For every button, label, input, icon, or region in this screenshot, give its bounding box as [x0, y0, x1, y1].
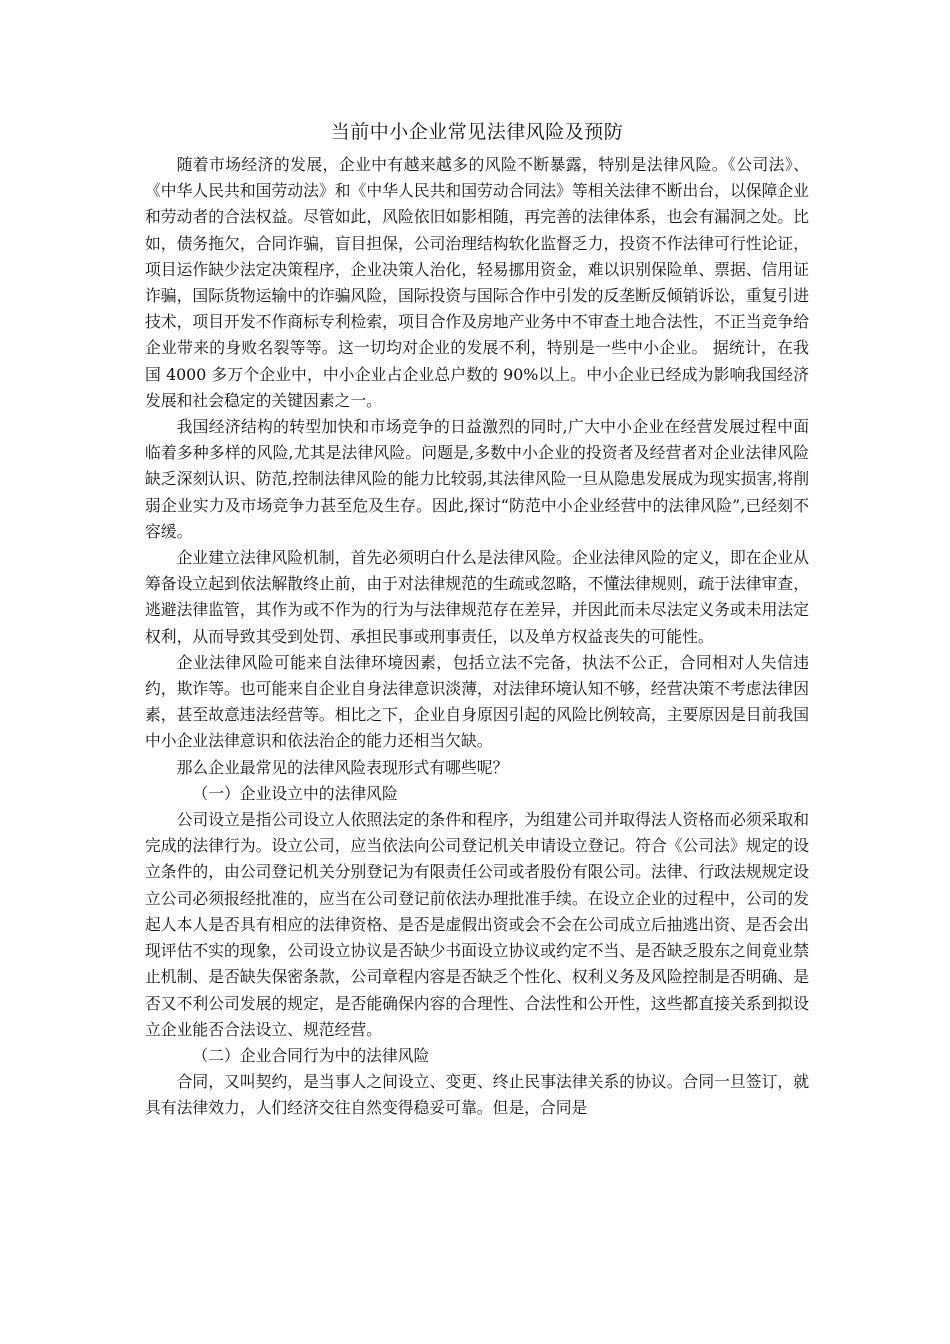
- section-heading-contract: （二）企业合同行为中的法律风险: [192, 1045, 430, 1065]
- paragraph-contract: 合同，又叫契约，是当事人之间设立、变更、终止民事法律关系的协议。合同一旦签订，就具有法律效力，人们经济交往自然变得稳妥可靠。但是，合同是: [145, 1072, 809, 1118]
- paragraph-establishment: 公司设立是指公司设立人依照法定的条件和程序，为组建公司并取得法人资格而必须采取和完成的法律行为。设立公司，应当依法向公司登记机关申请设立登记。符合《公司法》规定的设立条件的，由公司登记机关分别登记为有限责任公司或者股份有限公司。法律、行政法规规定设立公司必须报经批准的，应当在公司登记前依法办理批准手续。在设立企业的过程中，公司的发起人本人是否具有相应的法律资格、是否是虚假出资或会不会在公司成立后抽逃出资、是否会出现评估不实的现象，公司设立协议是否缺少书面设立协议或约定不当、是否缺乏股东之间竟业禁止机制、是否缺失保密条款，公司章程内容是否缺乏个性化、权利义务及风险控制是否明确、是否又不利公司发展的规定，是否能确保内容的合理性、合法性和公开性，这些都直接关系到拟设立企业能否合法设立、规范经营。: [145, 810, 809, 1039]
- paragraph-intro: 随着市场经济的发展，企业中有越来越多的风险不断暴露，特别是法律风险。《公司法》、《中华人民共和国劳动法》和《中华人民共和国劳动合同法》等相关法律不断出台，以保障企业和劳动者的合法权益。尽管如此，风险依旧如影相随，再完善的法律体系，也会有漏洞之处。比如，债务拖欠，合同诈骗，盲目担保，公司治理结构软化监督乏力，投资不作法律可行性论证，项目运作缺少法定决策程序，企业决策人治化，轻易挪用资金，难以识别保险单、票据、信用证诈骗，国际货物运输中的诈骗风险，国际投资与国际合作中引发的反垄断反倾销诉讼，重复引进技术，项目开发不作商标专利检索，项目合作及房地产业务中不审查土地合法性，不正当竞争给企业带来的身败名裂等等。这一切均对企业的发展不利，特别是一些中小企业。 据统计，在我国 4000 多万个企业中，中小企业占企业总户数的 90%以上。中小企业已经成为影响我国经济发展和社会稳定的关键因素之一。: [145, 155, 809, 410]
- paragraph-economic-transition: 我国经济结构的转型加快和市场竞争的日益激烈的同时,广大中小企业在经营发展过程中面临着多种多样的风险,尤其是法律风险。问题是,多数中小企业的投资者及经营者对企业法律风险缺乏深刻认识、防范,控制法律风险的能力比较弱,其法律风险一旦从隐患发展成为现实损害,将削弱企业实力及市场竞争力甚至危及生存。因此,探讨“防范中小企业经营中的法律风险”,已经刻不容缓。: [145, 417, 809, 541]
- paragraph-risk-sources: 企业法律风险可能来自法律环境因素，包括立法不完备，执法不公正，合同相对人失信违约，欺诈等。也可能来自企业自身法律意识淡薄，对法律环境认知不够，经营决策不考虑法律因素，甚至故意违法经营等。相比之下，企业自身原因引起的风险比例较高，主要原因是目前我国中小企业法律意识和依法治企的能力还相当欠缺。: [145, 652, 809, 751]
- paragraph-question: 那么企业最常见的法律风险表现形式有哪些呢？: [176, 757, 509, 777]
- paragraph-legal-risk-definition: 企业建立法律风险机制，首先必须明白什么是法律风险。企业法律风险的定义，即在企业从筹备设立起到依法解散终止前，由于对法律规范的生疏或忽略，不懂法律规则，疏于法律审查，逃避法律监管，其作为或不作为的行为与法律规范存在差异，并因此而未尽法定义务或未用法定权利，从而导致其受到处罚、承担民事或刑事责任，以及单方权益丧失的可能性。: [145, 548, 809, 646]
- section-heading-establishment: （一）企业设立中的法律风险: [192, 783, 398, 803]
- page-title: 当前中小企业常见法律风险及预防: [330, 121, 624, 143]
- document-page: [145, 116, 809, 1122]
